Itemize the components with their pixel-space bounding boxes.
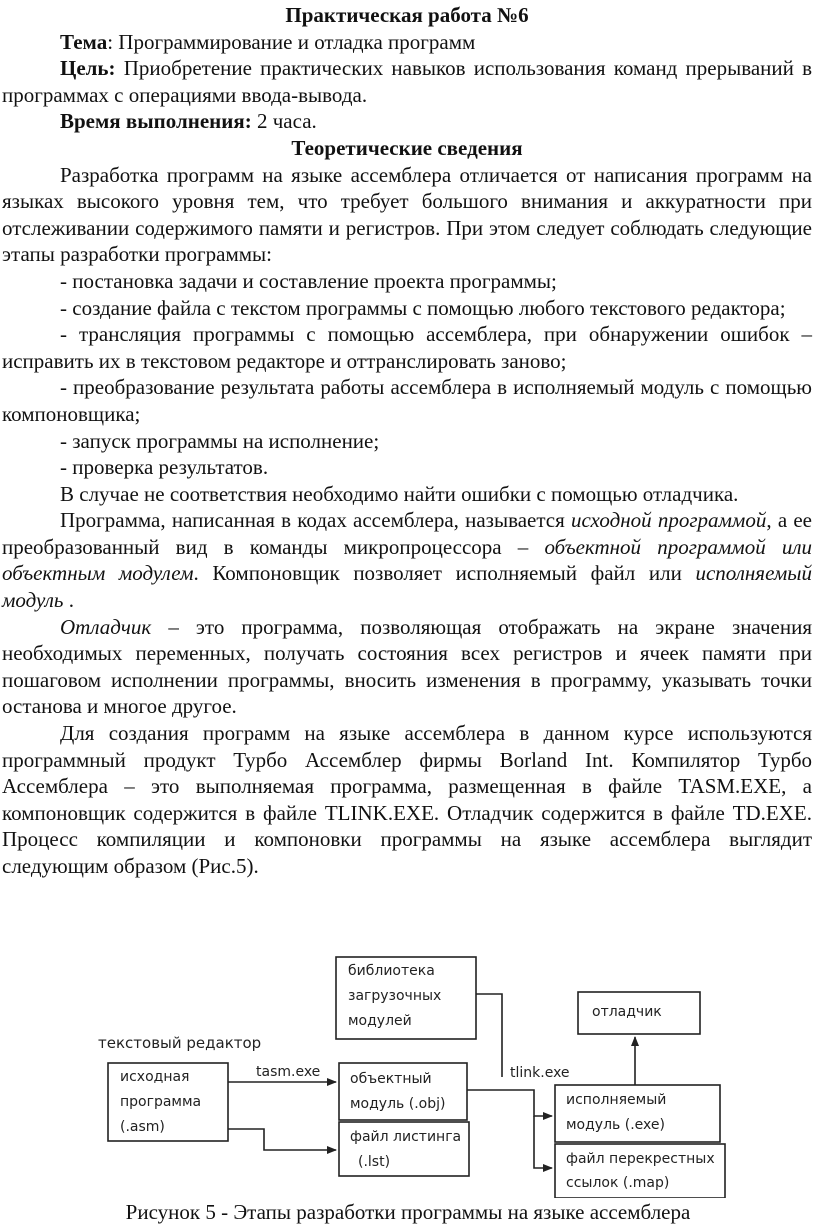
step-item: - преобразование результата работы ассемблера в исполняемый модуль с помощью компоновщика;	[2, 375, 812, 426]
document-body	[2, 2, 812, 880]
debugger-label: отладчик	[592, 1004, 662, 1020]
executable-label-1: исполняемый	[566, 1092, 667, 1108]
arrow-tlink-exe	[467, 1090, 552, 1116]
step-item: - запуск программы на исполнение;	[60, 428, 380, 453]
term-executable-module: исполняемый модуль	[2, 561, 812, 613]
paragraph-1: Разработка программ на языке ассемблера отличается от написания программ на языках высокого уровня тем, что требует большого внимания и аккуратности при отслеживании содержимого памяти и регистров. При этом следует соблюдать следующие этапы разработки программы:	[2, 162, 812, 267]
crossref-label-1: файл перекрестных	[566, 1151, 715, 1167]
source-label-2: программа	[120, 1094, 202, 1110]
paragraph-3	[2, 507, 812, 613]
source-label-1: исходная	[120, 1069, 190, 1085]
goal-label: Цель:	[60, 56, 116, 81]
library-label-2: загрузочных	[348, 988, 442, 1004]
listing-label-1: файл листинга	[350, 1129, 462, 1145]
paragraph-5: Для создания программ на языке ассемблера в данном курсе используются программный продукт Турбо Ассемблер фирмы Borland Int. Компилятор Турбо Ассемблера – это выполняемая программа, размещенная в файле TASM.EXE, а компоновщик содержится в файле TLINK.EXE. Отладчик содержится в файле TD.EXE. Процесс компиляции и компоновки программы на языке ассемблера выглядит следующим образом (Рис.5).	[2, 721, 812, 878]
topic-value: : Программирование и отладка программ	[107, 29, 476, 54]
step-item: - проверка результатов.	[60, 455, 269, 480]
line-library	[476, 994, 502, 1077]
term-object-module: объектной программой или объектным модулем	[2, 534, 813, 586]
paragraph-3-text: .	[63, 588, 74, 613]
paragraph-3-text: Программа, написанная в кодах ассемблера, называется	[60, 508, 572, 533]
paragraph-3-text: , а ее преобразованный вид в команды микропроцессора –	[2, 508, 812, 559]
step-item: - постановка задачи и составление проекта программы;	[60, 268, 557, 293]
object-label-1: объектный	[350, 1071, 432, 1087]
paragraph-2: В случае не соответствия необходимо найти ошибки с помощью отладчика.	[60, 481, 739, 506]
arrow-tasm-listing	[228, 1129, 336, 1150]
editor-label: текстовый редактор	[98, 1034, 262, 1052]
source-label-3: (.asm)	[120, 1119, 165, 1135]
time-value: 2 часа.	[251, 109, 317, 134]
time-line	[2, 108, 812, 135]
paragraph-4	[2, 614, 812, 720]
goal-line	[2, 55, 812, 108]
topic-label: Тема	[60, 29, 108, 54]
page-title: Практическая работа №6	[285, 3, 529, 27]
flow-diagram	[0, 952, 816, 1198]
crossref-label-2: ссылок (.map)	[566, 1175, 670, 1191]
paragraph-4-text: – это программа, позволяющая отображать на экране значения необходимых переменных, получать состояния всех регистров и ячеек памяти при пошаговом исполнении программы, вносить изменения в программу, указывать точки останова и многое другое.	[2, 614, 812, 719]
time-label: Время выполнения:	[60, 109, 252, 134]
arrow-tlink-map	[534, 1116, 552, 1168]
topic-line	[2, 29, 812, 56]
executable-label-2: модуль (.exe)	[566, 1117, 665, 1133]
object-label-2: модуль (.obj)	[350, 1096, 446, 1112]
theory-heading: Теоретические сведения	[291, 135, 523, 160]
figure-caption: Рисунок 5 - Этапы разработки программы на языке ассемблера	[125, 1200, 691, 1224]
paragraph-3-text: . Компоновщик позволяет исполняемый файл или	[193, 561, 696, 586]
goal-value: Приобретение практических навыков использования команд прерываний в программах с операциями ввода-вывода.	[2, 56, 812, 107]
step-item: - трансляция программы с помощью ассемблера, при обнаружении ошибок – исправить их в текстовом редакторе и оттранслировать заново;	[2, 322, 812, 373]
library-label-3: модулей	[348, 1013, 412, 1029]
library-label-1: библиотека	[348, 963, 435, 979]
tasm-label: tasm.exe	[256, 1064, 321, 1080]
listing-label-2: (.lst)	[358, 1154, 391, 1170]
step-item: - создание файла с текстом программы с помощью любого текстового редактора;	[60, 295, 786, 320]
term-source-program: исходной программой	[571, 508, 767, 533]
tlink-label: tlink.exe	[510, 1065, 570, 1081]
term-debugger: Отладчик	[60, 614, 152, 639]
